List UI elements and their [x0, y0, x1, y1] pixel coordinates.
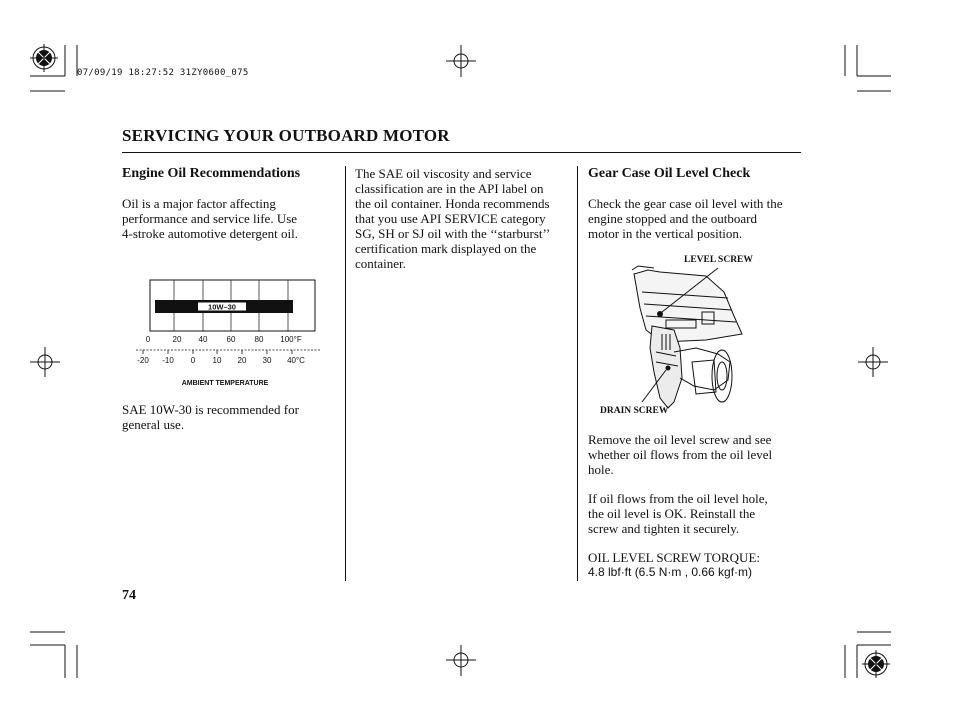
column-divider-1	[345, 166, 346, 581]
text-line: motor in the vertical position.	[588, 226, 743, 241]
oil-ok-paragraph	[588, 491, 803, 536]
engine-oil-heading: Engine Oil Recommendations	[122, 166, 301, 181]
text-line: hole.	[588, 462, 614, 477]
level-screw-label: LEVEL SCREW	[684, 255, 753, 265]
text-line: SG, SH or SJ oil with the ‘‘starburst’’	[355, 226, 551, 241]
text-line: The SAE oil viscosity and service	[355, 166, 532, 181]
drain-screw-dot	[666, 366, 671, 371]
f-tick: 20	[172, 335, 182, 344]
c-tick: 20	[237, 356, 247, 365]
gear-case-heading: Gear Case Oil Level Check	[588, 166, 751, 181]
celsius-ticks	[137, 356, 305, 365]
text-line: container.	[355, 256, 406, 271]
fahrenheit-ticks	[146, 335, 302, 344]
text-line: whether oil flows from the oil level	[588, 447, 773, 462]
f-tick: 40	[198, 335, 208, 344]
gear-case-figure	[596, 252, 801, 424]
f-tick: 80	[254, 335, 264, 344]
c-tick: -20	[137, 356, 149, 365]
bar-label: 10W–30	[208, 302, 236, 312]
text-line: Oil is a major factor affecting	[122, 196, 276, 211]
c-tick: 40°C	[287, 356, 305, 365]
text-line: classification are in the API label on	[355, 181, 544, 196]
api-paragraph	[355, 166, 573, 271]
drain-screw-label: DRAIN SCREW	[600, 406, 669, 416]
text-line: performance and service life. Use	[122, 211, 298, 226]
text-line: the oil container. Honda recommends	[355, 196, 550, 211]
c-tick: 10	[212, 356, 222, 365]
text-line: general use.	[122, 417, 185, 432]
c-tick: 30	[262, 356, 272, 365]
text-line: screw and tighten it securely.	[588, 521, 740, 536]
torque-value: 4.8 lbf·ft (6.5 N·m , 0.66 kgf·m)	[588, 565, 753, 579]
gear-case-intro	[588, 196, 803, 241]
c-tick: 0	[190, 356, 196, 365]
text-line: Check the gear case oil level with the	[588, 196, 783, 211]
print-stamp: 07/09/19 18:27:52 31ZY0600_075	[77, 68, 249, 78]
text-line: certification mark displayed on the	[355, 241, 537, 256]
text-line: Remove the oil level screw and see	[588, 432, 772, 447]
page-number: 74	[122, 588, 136, 603]
engine-oil-paragraph	[122, 196, 337, 241]
oil-viscosity-chart	[133, 278, 323, 390]
starburst-target-top	[30, 44, 58, 72]
gear-case-illustration	[596, 252, 801, 424]
text-line: 4-stroke automotive detergent oil.	[122, 226, 298, 241]
sae-paragraph	[122, 402, 337, 432]
c-tick: -10	[162, 356, 174, 365]
column-divider-2	[577, 166, 578, 581]
f-tick: 60	[226, 335, 236, 344]
section-title: SERVICING YOUR OUTBOARD MOTOR	[122, 126, 450, 145]
chart-xlabel: AMBIENT TEMPERATURE	[181, 380, 269, 387]
f-tick: 100°F	[280, 335, 302, 344]
viscosity-chart-svg	[133, 278, 323, 390]
text-line: that you use API SERVICE category	[355, 211, 546, 226]
text-line: engine stopped and the outboard	[588, 211, 757, 226]
f-tick: 0	[145, 335, 151, 344]
text-line: SAE 10W-30 is recommended for	[122, 402, 299, 417]
text-line: If oil flows from the oil level hole,	[588, 491, 768, 506]
starburst-target-bottom	[862, 650, 890, 678]
celsius-tickmarks	[143, 350, 292, 354]
remove-screw-paragraph	[588, 432, 803, 477]
header-rule	[122, 152, 801, 153]
torque-label: OIL LEVEL SCREW TORQUE:	[588, 550, 761, 565]
text-line: the oil level is OK. Reinstall the	[588, 506, 756, 521]
